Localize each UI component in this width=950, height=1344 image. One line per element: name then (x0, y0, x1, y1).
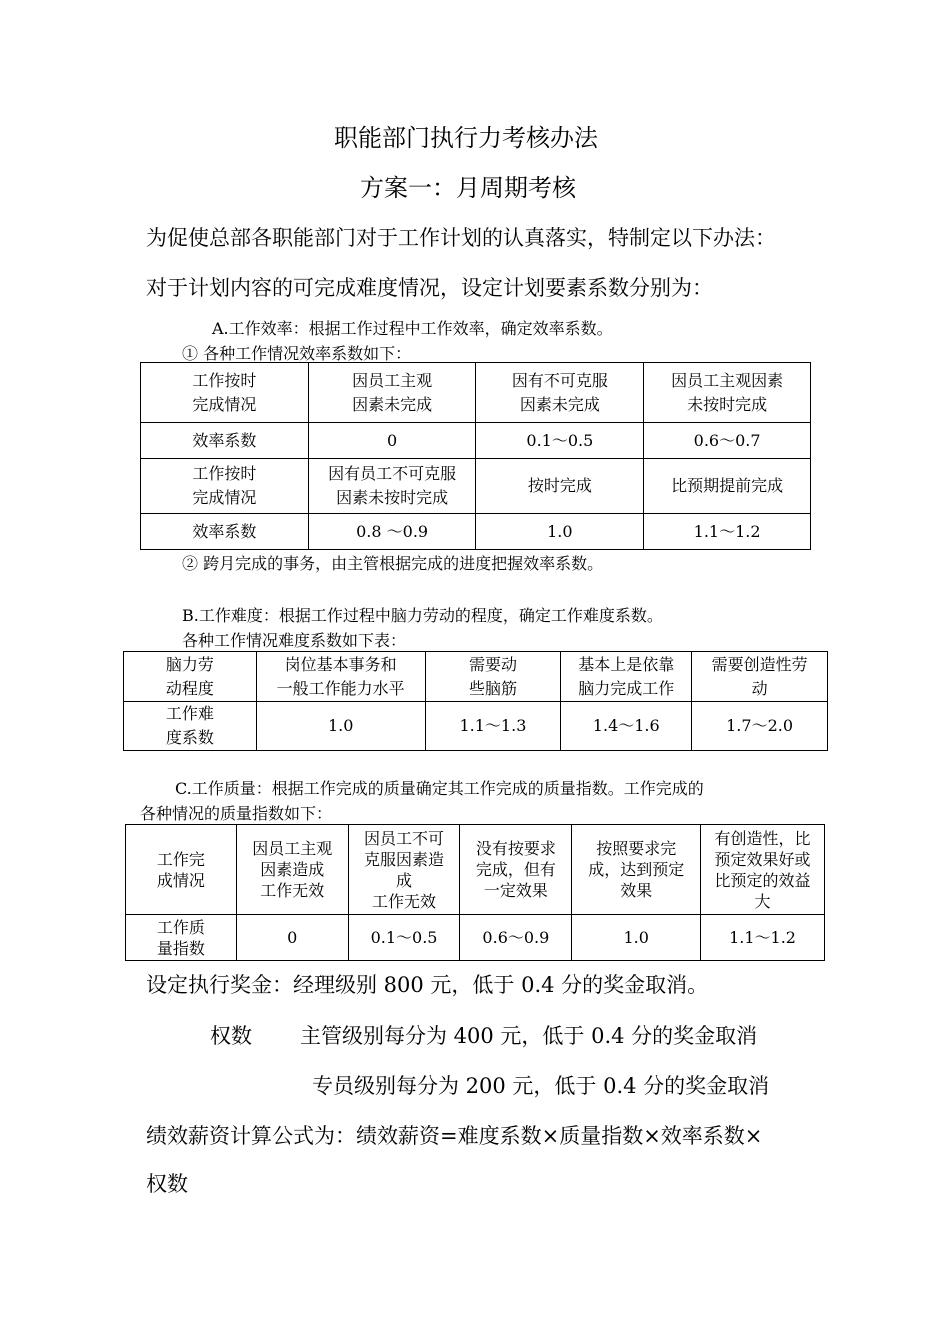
table-cell: 脑力劳 动程度 (124, 652, 257, 702)
table-cell: 1.1～1.3 (425, 702, 561, 751)
table-cell: 1.1～1.2 (644, 514, 811, 550)
section-a-item-2: ② 跨月完成的事务，由主管根据完成的进度把握效率系数。 (182, 554, 604, 573)
intro-text: 为促使总部各职能部门对于工作计划的认真落实，特制定以下办法： (146, 226, 776, 250)
table-cell: 因有不可克服 因素未完成 (476, 363, 644, 423)
efficiency-table (140, 362, 811, 550)
table-cell: 1.4～1.6 (561, 702, 692, 751)
table-cell: 岗位基本事务和 一般工作能力水平 (256, 652, 425, 702)
table-cell: 工作难 度系数 (124, 702, 257, 751)
table-cell: 效率系数 (141, 514, 309, 550)
table-cell: 因员工主观 因素造成 工作无效 (236, 825, 348, 915)
quality-table (125, 824, 825, 961)
bonus-line-1: 设定执行奖金：经理级别 800 元，低于 0.4 分的奖金取消。 (146, 973, 709, 997)
table-cell: 1.0 (476, 514, 644, 550)
table-cell: 1.0 (572, 915, 701, 961)
section-b-heading: B.工作难度：根据工作过程中脑力劳动的程度，确定工作难度系数。 (182, 606, 663, 625)
table-cell: 工作按时 完成情况 (141, 459, 309, 514)
table-cell: 需要创造性劳 动 (692, 652, 828, 702)
section-c-heading-2: 各种情况的质量指数如下： (140, 804, 333, 823)
table-cell: 按时完成 (476, 459, 644, 514)
table-cell: 因有员工不可克服 因素未按时完成 (308, 459, 476, 514)
table-cell: 工作质 量指数 (126, 915, 237, 961)
table-cell: 1.1～1.2 (701, 915, 825, 961)
difficulty-table (123, 651, 828, 751)
table-cell: 工作完 成情况 (126, 825, 237, 915)
bonus-line-3: 专员级别每分为 200 元，低于 0.4 分的奖金取消 (312, 1074, 770, 1098)
section-a-item-1: ① 各种工作情况效率系数如下： (182, 344, 412, 363)
table-cell: 比预期提前完成 (644, 459, 811, 514)
table-cell: 0 (308, 423, 476, 459)
table-cell: 1.7～2.0 (692, 702, 828, 751)
section-c-heading: C.工作质量：根据工作完成的质量确定其工作完成的质量指数。工作完成的 (175, 779, 704, 798)
table-cell: 因员工不可 克服因素造 成 工作无效 (348, 825, 460, 915)
section-a-heading: A.工作效率：根据工作过程中工作效率，确定效率系数。 (212, 319, 613, 338)
table-cell: 0.6～0.7 (644, 423, 811, 459)
table-cell: 1.0 (256, 702, 425, 751)
section-b-sub: 各种工作情况难度系数如下表： (182, 631, 407, 650)
table-cell: 0.1～0.5 (348, 915, 460, 961)
table-cell: 0 (236, 915, 348, 961)
table-cell: 需要动 些脑筋 (425, 652, 561, 702)
table-cell: 按照要求完 成，达到预定 效果 (572, 825, 701, 915)
table-cell: 工作按时 完成情况 (141, 363, 309, 423)
page-subtitle: 方案一：月周期考核 (360, 174, 576, 202)
intro-text-2: 对于计划内容的可完成难度情况，设定计划要素系数分别为： (146, 276, 713, 300)
table-cell: 0.6～0.9 (460, 915, 572, 961)
page-title: 职能部门执行力考核办法 (334, 124, 598, 152)
table-cell: 因员工主观 因素未完成 (308, 363, 476, 423)
formula-line-2: 权数 (146, 1172, 188, 1196)
formula-line-1: 绩效薪资计算公式为：绩效薪资=难度系数×质量指数×效率系数× (146, 1124, 763, 1148)
table-cell: 因员工主观因素 未按时完成 (644, 363, 811, 423)
bonus-line-2: 主管级别每分为 400 元，低于 0.4 分的奖金取消 (300, 1024, 758, 1048)
table-cell: 0.8 ～0.9 (308, 514, 476, 550)
table-cell: 没有按要求 完成，但有 一定效果 (460, 825, 572, 915)
table-cell: 效率系数 (141, 423, 309, 459)
table-cell: 基本上是依靠 脑力完成工作 (561, 652, 692, 702)
table-cell: 0.1～0.5 (476, 423, 644, 459)
table-cell: 有创造性，比 预定效果好或 比预定的效益 大 (701, 825, 825, 915)
weight-label: 权数 (210, 1024, 252, 1048)
